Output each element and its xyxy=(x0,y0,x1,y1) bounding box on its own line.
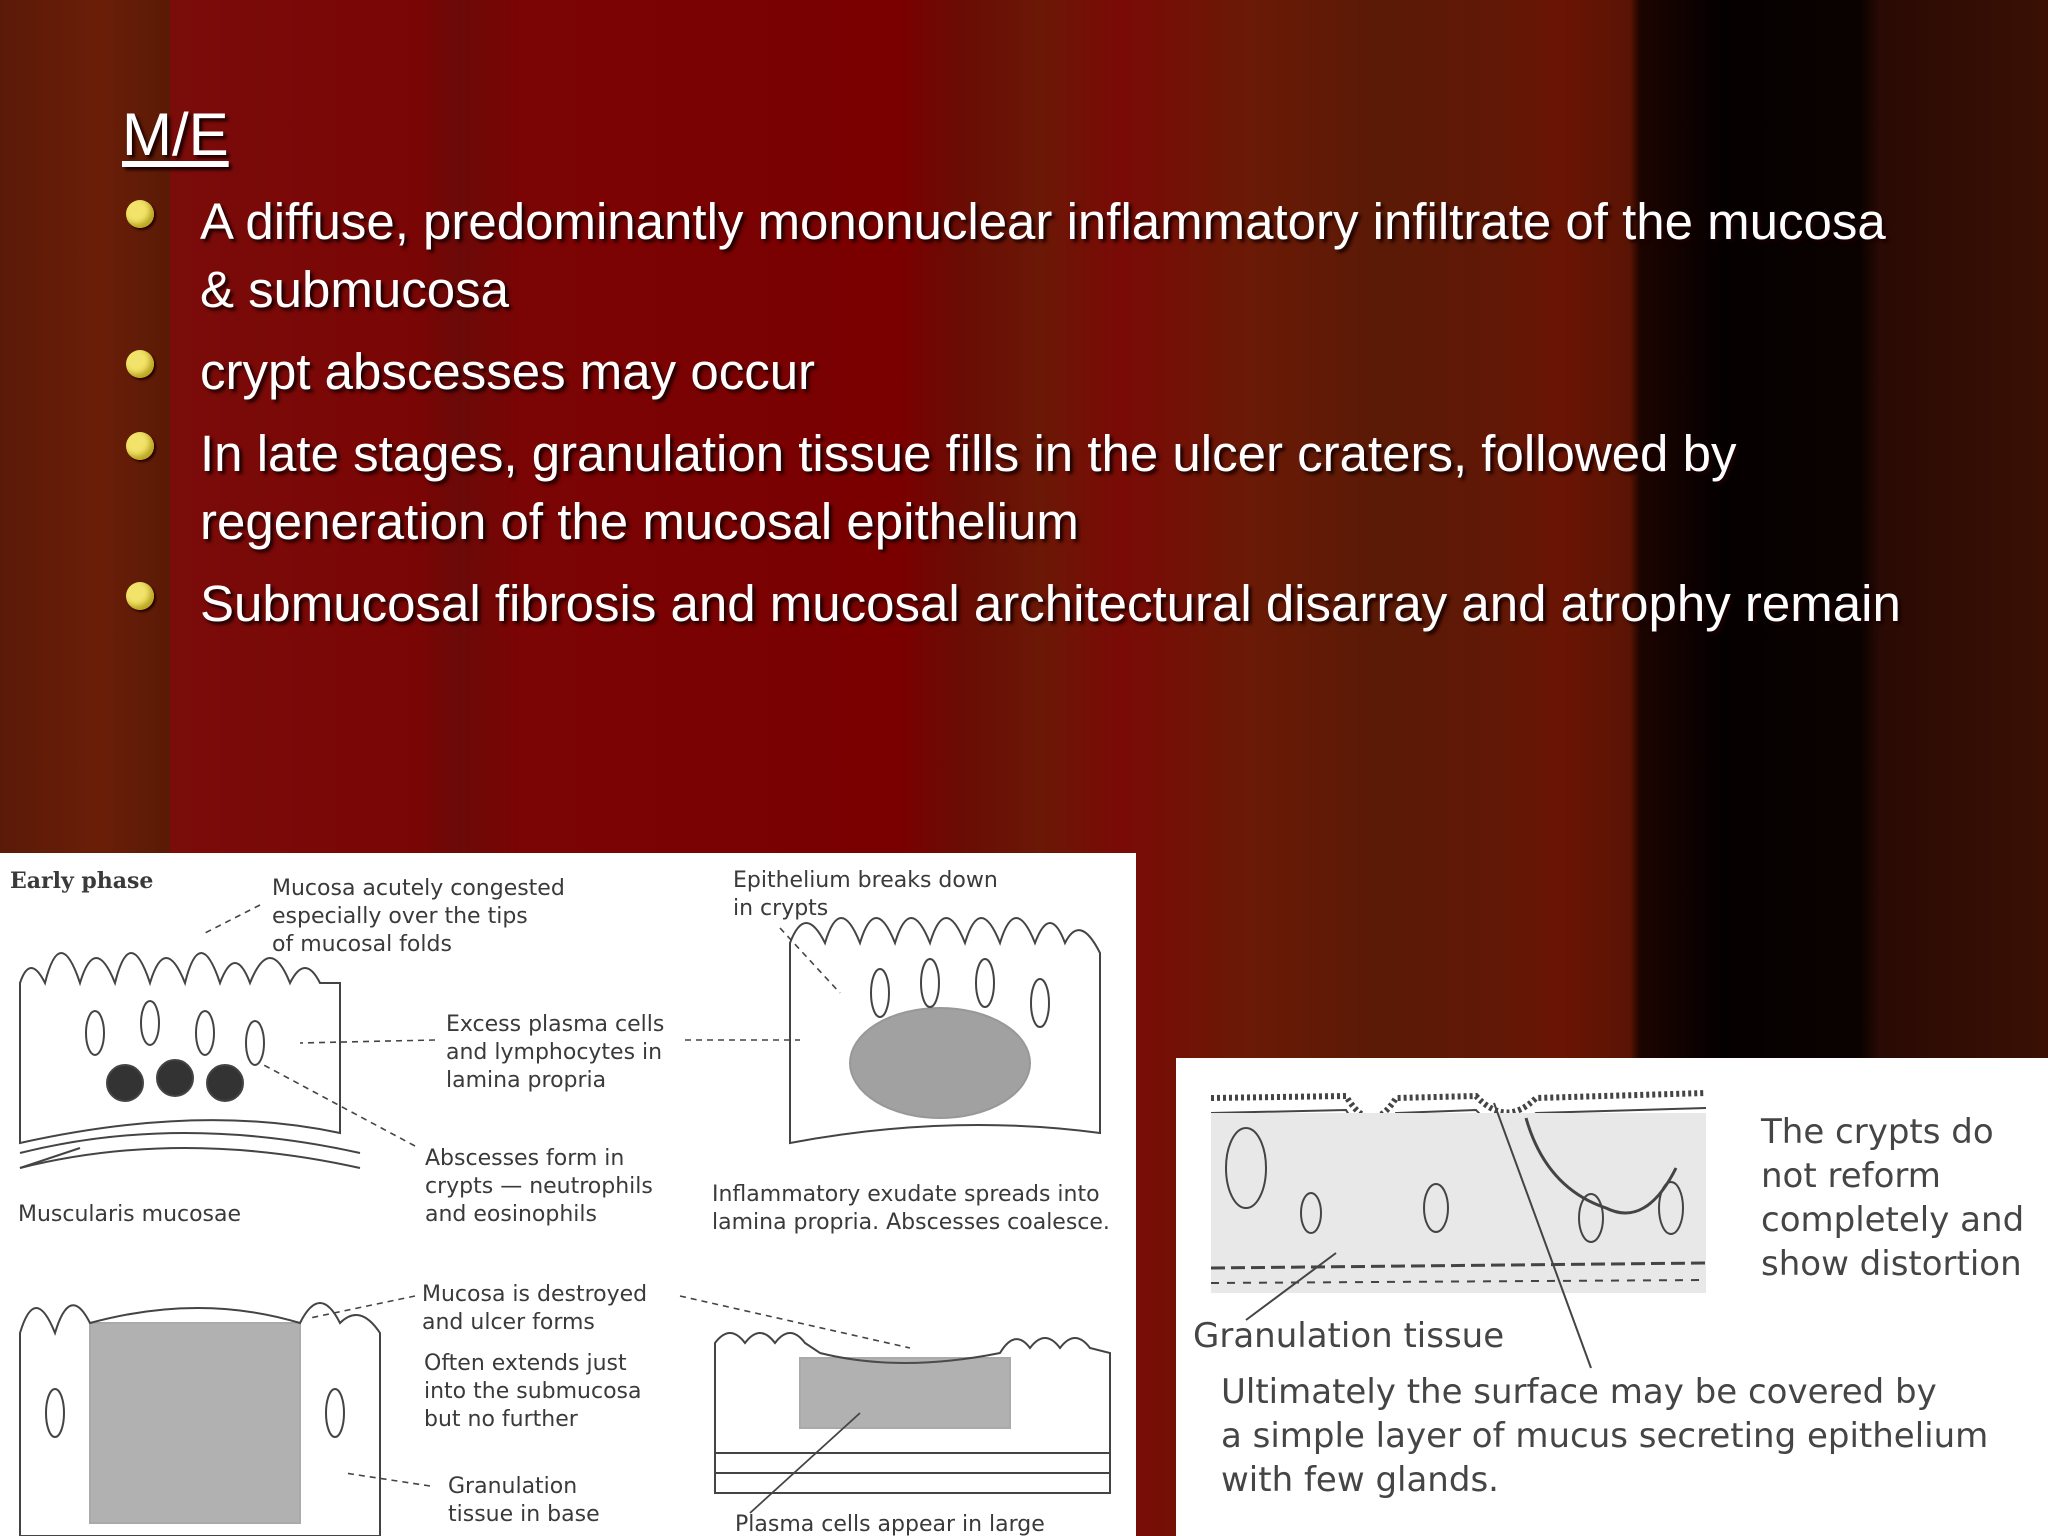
bullet-text: A diffuse, predominantly mononuclear inflammatory infiltrate of the mucosa & submucosa xyxy=(200,193,1886,318)
label-plasma-large: Plasma cells appear in large xyxy=(735,1512,1045,1536)
epithelium-breakdown-tissue xyxy=(790,918,1100,1143)
bullet-item xyxy=(122,188,1922,324)
slide-title: M/E xyxy=(122,101,229,168)
bullet-dot-icon xyxy=(126,350,154,378)
label-mucosa-congested: Mucosa acutely congested especially over the tips of mucosal folds xyxy=(272,876,565,957)
label-plasma-cells: Excess plasma cells and lymphocytes in lamina propria xyxy=(446,1012,665,1093)
phase-label: Early phase xyxy=(10,868,154,894)
label-granulation-tissue: Granulation tissue xyxy=(1193,1316,1505,1356)
label-granulation-base: Granulation tissue in base xyxy=(448,1474,600,1527)
figure-healing-phase xyxy=(1176,1058,2048,1536)
label-muscularis: Muscularis mucosae xyxy=(18,1202,242,1227)
label-crypts-not-reform: The crypts do not reform completely and show distortion xyxy=(1761,1112,2025,1284)
early-phase-tissue xyxy=(20,953,360,1168)
label-ultimately: Ultimately the surface may be covered by a simple layer of mucus secreting epithelium with few glands. xyxy=(1221,1372,1989,1500)
bullet-list xyxy=(122,188,1922,652)
label-mucosa-destroyed: Mucosa is destroyed and ulcer forms xyxy=(422,1282,648,1335)
ulcer-tissue xyxy=(20,1303,380,1536)
bullet-text: In late stages, granulation tissue fills in the ulcer craters, followed by regeneration of the mucosal epithelium xyxy=(200,425,1737,550)
label-abscesses: Abscesses form in crypts — neutrophils and eosinophils xyxy=(425,1146,653,1227)
bullet-dot-icon xyxy=(126,432,154,460)
bullet-item xyxy=(122,570,1922,638)
bullet-text: Submucosal fibrosis and mucosal architectural disarray and atrophy remain xyxy=(200,575,1901,632)
bullet-item xyxy=(122,420,1922,556)
ulcer-crater-tissue xyxy=(715,1333,1110,1493)
label-epithelium-breaks: Epithelium breaks down in crypts xyxy=(733,868,998,921)
figure-colitis-phases xyxy=(0,853,1136,1536)
bullet-dot-icon xyxy=(126,582,154,610)
label-exudate: Inflammatory exudate spreads into lamina propria. Abscesses coalesce. xyxy=(712,1182,1110,1235)
bullet-dot-icon xyxy=(126,200,154,228)
bullet-text: crypt abscesses may occur xyxy=(200,343,816,400)
bullet-item xyxy=(122,338,1922,406)
label-extends: Often extends just into the submucosa but no further xyxy=(424,1351,642,1432)
